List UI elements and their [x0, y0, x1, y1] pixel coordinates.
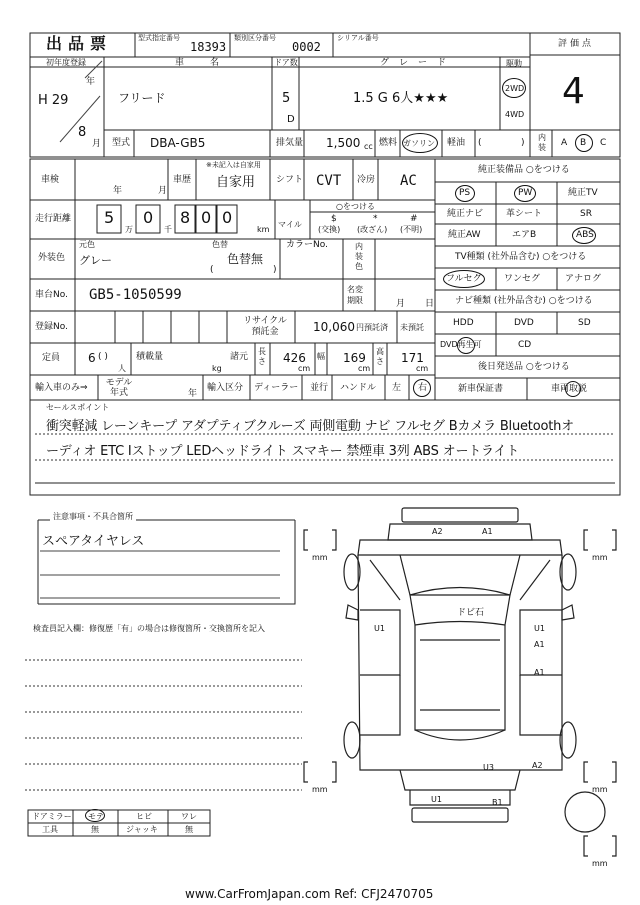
- later-manual: 車両取説: [551, 384, 588, 394]
- sales-line-1: 衝突軽減 レーンキープ アダプティブクルーズ 両側電動 ナビ フルセグ Bカメラ Bluetoothオ: [46, 419, 574, 434]
- mark-left-u1: U1: [374, 624, 385, 633]
- mm-rear-right: mm: [592, 785, 608, 794]
- capacity-unit: 人: [118, 364, 126, 373]
- car-damage-diagram: [300, 500, 620, 870]
- tools-label: 工具: [42, 825, 58, 834]
- equip-genuine-tv: 純正TV: [568, 188, 598, 198]
- navi-dvd: DVD: [514, 318, 534, 328]
- not-deposited: 未預託: [400, 323, 424, 332]
- color-paren-close: ): [273, 265, 277, 275]
- genuine-title: 純正装備品 ○をつける: [478, 165, 570, 175]
- broken-label: ワレ: [181, 812, 197, 821]
- opt-unknown-sym: #: [410, 214, 418, 224]
- door-type: D: [287, 114, 295, 125]
- form-title: 出品票: [46, 34, 113, 53]
- equip-abs: ABS: [576, 230, 594, 240]
- later-warranty: 新車保証書: [458, 384, 504, 394]
- model-designation-value: 18393: [190, 40, 227, 54]
- mark-right-u1: U1: [534, 624, 545, 633]
- navi-dvd-play: DVD再生可: [440, 340, 482, 349]
- capacity-paren: ( ): [98, 352, 108, 362]
- equip-ps: PS: [459, 188, 471, 198]
- notes-line-1: スペアタイヤレス: [42, 534, 145, 549]
- dims-label: 諸元: [230, 352, 249, 362]
- inspector-label: 検査員記入欄：修復歴「有」の場合は修復箇所・交換箇所を記入: [33, 624, 265, 633]
- color-no-label: カラーNo.: [286, 240, 328, 250]
- mark-rear-u1: U1: [431, 795, 442, 804]
- recycle-label: リサイクル預託金: [243, 316, 287, 337]
- drive-2wd: 2WD: [505, 84, 525, 93]
- drive-label: 駆動: [506, 59, 522, 68]
- opt-unknown: (不明): [400, 225, 423, 234]
- mm-front-right: mm: [592, 553, 608, 562]
- sales-line-2: ーディオ ETC Iストップ LEDヘッドライト スマキー 禁煙車 3列 ABS オートライト: [46, 444, 520, 459]
- sales-label: セールスポイント: [46, 403, 110, 412]
- history-value: 自家用: [216, 175, 256, 190]
- equip-ps-circle: [455, 185, 475, 202]
- model-year-label: モデル年式: [105, 378, 133, 398]
- jack-label: ジャッキ: [126, 825, 158, 834]
- ac-label: 冷房: [357, 175, 376, 185]
- length-label: 長さ: [258, 347, 266, 366]
- fuel-paren-open: (: [478, 138, 482, 148]
- load-unit: kg: [212, 364, 222, 373]
- grade-label: 評価点: [558, 39, 595, 49]
- mileage-digit-3: 8: [180, 208, 191, 227]
- footer-watermark: www.CarFromJapan.com Ref: CFJ2470705: [185, 887, 434, 901]
- width-label: 幅: [317, 352, 325, 361]
- jack-value: 無: [185, 825, 193, 834]
- recycle-unit: 円預託済: [356, 323, 388, 332]
- mote-label: モテ: [88, 812, 104, 821]
- later-title: 後日発送品 ○をつける: [478, 362, 570, 372]
- interior-b: B: [580, 138, 587, 148]
- length-unit: cm: [298, 364, 311, 373]
- ac-value: AC: [400, 173, 417, 189]
- model-year-unit: 年: [188, 389, 198, 399]
- handle-right-circle: [413, 379, 431, 397]
- model-label: 型式: [112, 138, 131, 148]
- history-note: ※未記入は自家用: [206, 161, 261, 169]
- car-name: フリード: [118, 91, 166, 105]
- height-label: 高さ: [376, 347, 384, 366]
- fuel-value: ガソリン: [403, 139, 435, 148]
- model-value: DBA-GB5: [150, 136, 206, 150]
- navi-title: ナビ種類 (社外品含む) ○をつける: [455, 296, 593, 306]
- navi-dvd-play-circle: [457, 337, 475, 354]
- mile-label: マイル: [278, 220, 302, 229]
- first-reg-year: H 29: [38, 93, 69, 108]
- navi-cd: CD: [518, 340, 532, 350]
- rental-day-unit: 日: [425, 299, 435, 309]
- opt-tamper: (改ざん): [357, 225, 388, 234]
- mark-rear-u3: U3: [483, 763, 494, 772]
- category-value: 0002: [292, 40, 321, 54]
- light-oil-label: 軽油: [447, 138, 466, 148]
- opt-tamper-sym: *: [373, 214, 378, 224]
- length-value: 426: [283, 351, 306, 365]
- grade-value: 4: [562, 71, 585, 112]
- navi-hdd: HDD: [453, 318, 474, 328]
- interior-label: 内装: [538, 133, 546, 152]
- crack-label: ヒビ: [136, 812, 152, 821]
- fuel-label: 燃料: [379, 138, 398, 148]
- import-category-label: 輸入区分: [207, 383, 244, 393]
- mark-front-a2: A2: [432, 527, 443, 536]
- tv-oneseg: ワンセグ: [504, 274, 541, 284]
- mark-front-a1: A1: [482, 527, 493, 536]
- mark-rear-a2: A2: [532, 761, 543, 770]
- mm-front-left: mm: [312, 553, 328, 562]
- mileage-unit-sen: 千: [164, 225, 172, 234]
- mark-rear-b1: B1: [492, 798, 503, 807]
- mileage-unit-km: km: [257, 225, 270, 234]
- handle-left: 左: [392, 383, 402, 393]
- fuel-paren-close: ): [521, 138, 525, 148]
- later-manual-circle: [565, 381, 581, 397]
- navi-sd: SD: [578, 318, 591, 328]
- width-unit: cm: [358, 364, 371, 373]
- height-value: 171: [401, 351, 424, 365]
- first-reg-month: 8: [78, 125, 87, 140]
- history-label: 車歴: [173, 175, 192, 185]
- tv-analog: アナログ: [565, 274, 602, 284]
- shaken-year-unit: 年: [113, 186, 123, 196]
- rental-label: 名変期限: [347, 285, 363, 305]
- height-unit: cm: [416, 364, 429, 373]
- rental-month-unit: 月: [396, 299, 406, 309]
- mark-hood: ドビ石: [457, 608, 485, 618]
- interior-a: A: [561, 138, 568, 148]
- equip-leather-seat: 革シート: [506, 209, 543, 219]
- grade-text: 1.5 G 6人★★★: [353, 91, 449, 106]
- color-original-value: グレー: [79, 254, 112, 267]
- shift-value: CVT: [316, 173, 342, 189]
- load-label: 積載量: [136, 352, 164, 362]
- tv-fullseg-circle: [443, 270, 485, 288]
- equip-genuine-aw: 純正AW: [448, 230, 481, 240]
- serial-label: シリアル番号: [337, 34, 379, 42]
- import-parallel: 並行: [310, 383, 329, 393]
- equip-pw-circle: [514, 185, 536, 202]
- opt-exchange-sym: $: [331, 214, 337, 224]
- color-label: 外装色: [38, 253, 66, 263]
- mileage-digit-5: 0: [222, 208, 233, 227]
- color-paren-open: (: [210, 265, 214, 275]
- chassis-label: 車台No.: [35, 290, 68, 300]
- equip-pw: PW: [518, 188, 533, 198]
- fuel-circle: [402, 133, 438, 153]
- doors-label: ドア数: [274, 58, 298, 67]
- opt-exchange: (交換): [318, 225, 341, 234]
- width-value: 169: [343, 351, 366, 365]
- equip-genuine-navi: 純正ナビ: [447, 209, 484, 219]
- equip-sr: SR: [580, 209, 592, 219]
- displacement-label: 排気量: [276, 138, 304, 148]
- capacity-label: 定員: [42, 353, 61, 363]
- first-reg-label: 初年度登録: [46, 58, 86, 67]
- mark-right-a1b: A1: [534, 668, 545, 677]
- mote-circle: [85, 809, 105, 822]
- year-unit: 年: [86, 77, 96, 87]
- mileage-unit-man: 万: [125, 225, 133, 234]
- shaken-label: 車検: [41, 175, 60, 185]
- drive-4wd: 4WD: [505, 110, 525, 119]
- color-repaint-value: 色替無: [227, 252, 264, 266]
- model-designation-label: 型式指定番号: [138, 34, 180, 42]
- import-dealer: ディーラー: [254, 383, 299, 393]
- displacement-value: 1,500: [326, 136, 361, 150]
- door-mirror-label: ドアミラー: [32, 812, 72, 821]
- mark-right-a1: A1: [534, 640, 545, 649]
- mileage-digit-1: 5: [104, 208, 115, 227]
- category-label: 類別区分番号: [234, 34, 276, 42]
- color-original-label: 元色: [79, 240, 95, 249]
- tv-title: TV種類 (社外品含む) ○をつける: [455, 252, 587, 262]
- capacity-value: 6: [88, 351, 96, 365]
- mileage-digit-2: 0: [143, 208, 154, 227]
- mileage-circle-note: ○をつける: [336, 202, 375, 211]
- shaken-month-unit: 月: [158, 186, 168, 196]
- notes-label: 注意事項・不具合箇所: [50, 513, 136, 521]
- equip-abs-circle: [572, 227, 596, 244]
- mileage-label: 走行距離: [35, 214, 72, 224]
- mm-spare: mm: [592, 859, 608, 868]
- car-name-label: 車名: [175, 58, 246, 68]
- chassis-value: GB5-1050599: [89, 287, 182, 303]
- grade-col-label: グレード: [380, 58, 457, 68]
- color-repaint-label: 色替: [212, 240, 228, 249]
- month-unit: 月: [92, 139, 102, 149]
- import-label: 輸入車のみ⇒: [35, 383, 88, 393]
- mileage-digit-4: 0: [201, 208, 212, 227]
- doors-value: 5: [282, 91, 291, 106]
- shift-label: シフト: [276, 175, 304, 185]
- tv-fullseg: フルセグ: [446, 274, 482, 284]
- handle-label: ハンドル: [340, 383, 377, 393]
- interior-b-circle: [575, 134, 593, 152]
- mm-rear-left: mm: [312, 785, 328, 794]
- equip-airbag: エアB: [512, 230, 537, 240]
- interior-color-label: 内装色: [355, 242, 363, 271]
- drive-2wd-circle: [502, 78, 526, 98]
- tools-value: 無: [91, 825, 99, 834]
- registration-label: 登録No.: [35, 322, 68, 332]
- displacement-unit: cc: [364, 142, 373, 151]
- handle-right: 右: [418, 383, 428, 393]
- interior-c: C: [600, 138, 607, 148]
- recycle-value: 10,060: [313, 320, 355, 334]
